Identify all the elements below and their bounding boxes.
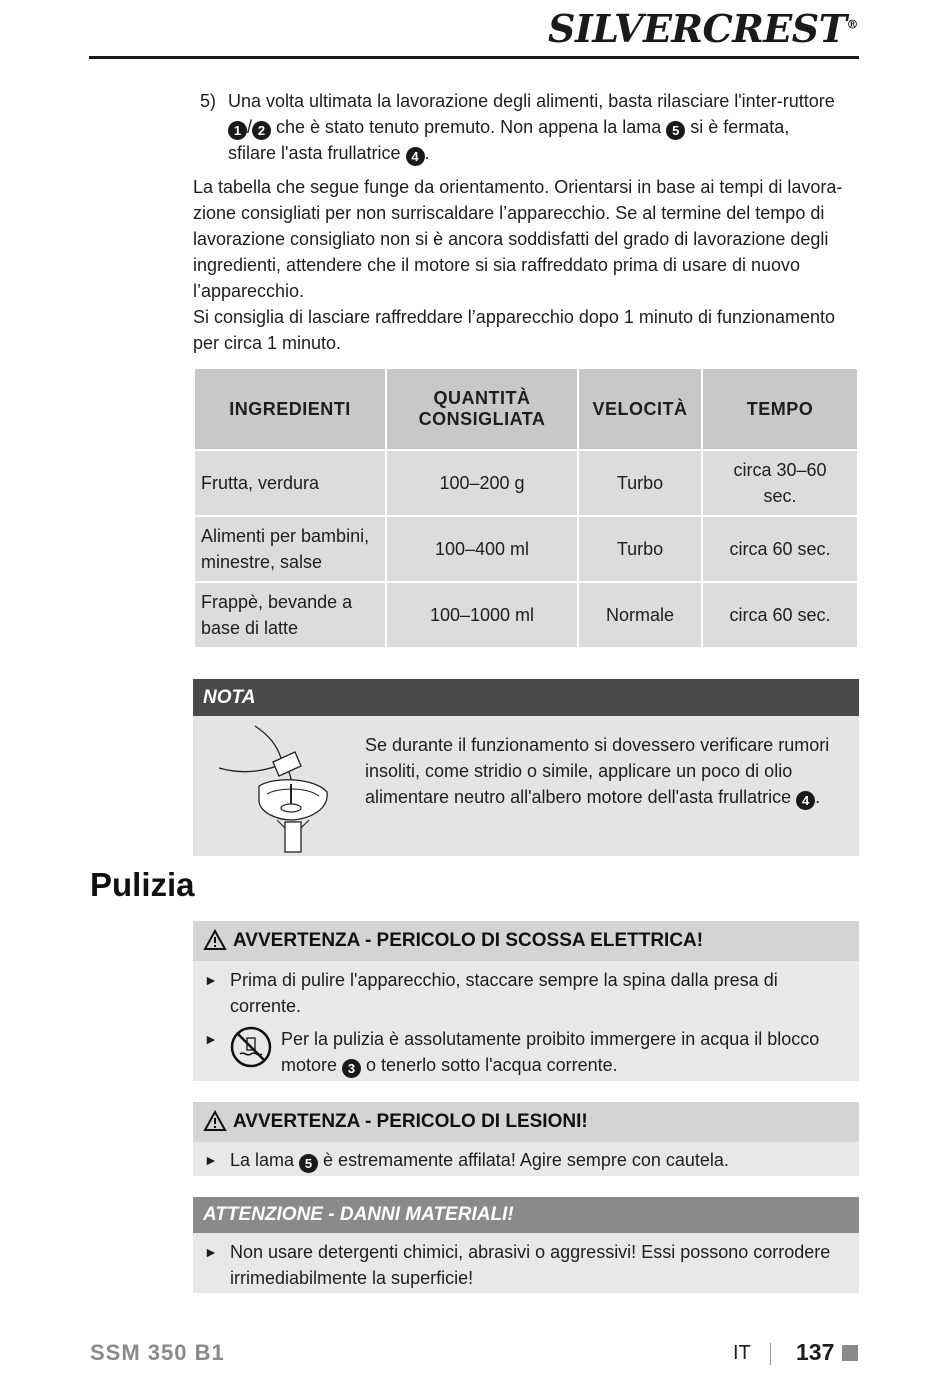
table-cell: Frutta, verdura bbox=[195, 451, 385, 515]
col-header: TEMPO bbox=[703, 369, 857, 449]
footer-separator bbox=[770, 1343, 771, 1365]
intro-p2: Si consiglia di lasciare raffreddare l’apparecchio dopo 1 minuto di funzionamento per circa 1 minuto. bbox=[193, 307, 836, 353]
step-5 bbox=[200, 88, 840, 166]
intro-paragraph bbox=[193, 174, 861, 356]
warning-triangle-icon bbox=[203, 1110, 227, 1132]
warning-triangle-icon bbox=[203, 929, 227, 951]
table-row bbox=[195, 451, 857, 515]
oil-shaft-illustration-icon bbox=[215, 722, 345, 854]
col-header: INGREDIENTI bbox=[195, 369, 385, 449]
arrow-bullet-icon: ► bbox=[204, 1152, 218, 1168]
step-number: 5) bbox=[200, 91, 217, 111]
brand-logo: SILVERCREST® bbox=[548, 6, 858, 51]
list-item: ► Non usare detergenti chimici, abrasivi o aggressivi! Essi possono corrodere irrimediabilmente la superficie! bbox=[204, 1239, 850, 1291]
footer-square-icon bbox=[842, 1345, 858, 1361]
table-cell: circa 60 sec. bbox=[703, 583, 857, 647]
col-header: QUANTITÀ CONSIGLIATA bbox=[387, 369, 577, 449]
list-item: ► Prima di pulire l'apparecchio, staccare sempre la spina dalla presa di corrente. bbox=[204, 967, 844, 1019]
nota-text: Se durante il funzionamento si dovessero verificare rumori insoliti, come stridio o simile, applicare un poco di olio alimentare neutro all'albero motore dell'asta frullatrice 4 . bbox=[365, 735, 830, 808]
ref-badge: 5 bbox=[299, 1154, 318, 1173]
table-cell: 100–1000 ml bbox=[387, 583, 577, 647]
list-item-text: La lama 5 è estremamente affilata! Agire sempre con cautela. bbox=[230, 1150, 729, 1171]
table-cell: Normale bbox=[579, 583, 701, 647]
footer-model: SSM 350 B1 bbox=[90, 1340, 225, 1365]
table-row bbox=[195, 517, 857, 581]
intro-p1: La tabella che segue funge da orientamento. Orientarsi in base ai tempi di lavora-zione consigliati per non surriscaldare l’apparecchio. Se al termine del tempo di lavorazione consigliato non si è ancora soddisfatti del grado di lavorazione degli ingredienti, attendere che il motore si sia raffreddato prima di usare di nuovo l’apparecchio. bbox=[193, 177, 843, 301]
table-header-row bbox=[195, 369, 857, 449]
warning-injury-title: AVVERTENZA - PERICOLO DI LESIONI! bbox=[193, 1102, 859, 1142]
footer-language: IT bbox=[733, 1342, 751, 1364]
table-cell: Alimenti per bambini, minestre, salse bbox=[195, 517, 385, 581]
attention-title: ATTENZIONE - DANNI MATERIALI! bbox=[193, 1197, 859, 1233]
ref-badge: 2 bbox=[252, 121, 271, 140]
ref-badge: 3 bbox=[342, 1059, 361, 1078]
warning-electric-title: AVVERTENZA - PERICOLO DI SCOSSA ELETTRICA! bbox=[193, 921, 859, 961]
section-heading: Pulizia bbox=[90, 866, 195, 903]
table-cell: Frappè, bevande a base di latte bbox=[195, 583, 385, 647]
arrow-bullet-icon: ► bbox=[204, 1031, 218, 1047]
table-cell: Turbo bbox=[579, 451, 701, 515]
ref-badge: 5 bbox=[666, 121, 685, 140]
list-item-text: Per la pulizia è assolutamente proibito immergere in acqua il blocco motore 3 o tenerlo sotto l'acqua corrente. bbox=[281, 1029, 820, 1076]
ref-badge: 4 bbox=[406, 147, 425, 166]
arrow-bullet-icon: ► bbox=[204, 972, 218, 988]
ref-badge: 4 bbox=[796, 791, 815, 810]
list-item bbox=[204, 1147, 844, 1173]
table-cell: Turbo bbox=[579, 517, 701, 581]
no-immersion-icon bbox=[230, 1026, 272, 1068]
list-item bbox=[204, 1026, 844, 1078]
table-cell: 100–400 ml bbox=[387, 517, 577, 581]
col-header: VELOCITÀ bbox=[579, 369, 701, 449]
ref-badge: 1 bbox=[228, 121, 247, 140]
processing-table bbox=[193, 367, 859, 649]
table-cell: 100–200 g bbox=[387, 451, 577, 515]
step-text: Una volta ultimata la lavorazione degli alimenti, basta rilasciare l'inter-ruttore 1 / 2 che è stato tenuto premuto. Non appena la lama 5 si è fermata, sfilare l'asta frullatrice 4 . bbox=[228, 91, 835, 164]
table-cell: circa 30–60 sec. bbox=[703, 451, 857, 515]
page-number: 137 bbox=[796, 1339, 835, 1365]
header-rule bbox=[89, 56, 859, 59]
table-row bbox=[195, 583, 857, 647]
table-cell: circa 60 sec. bbox=[703, 517, 857, 581]
arrow-bullet-icon: ► bbox=[204, 1244, 218, 1260]
nota-title: NOTA bbox=[193, 679, 859, 716]
